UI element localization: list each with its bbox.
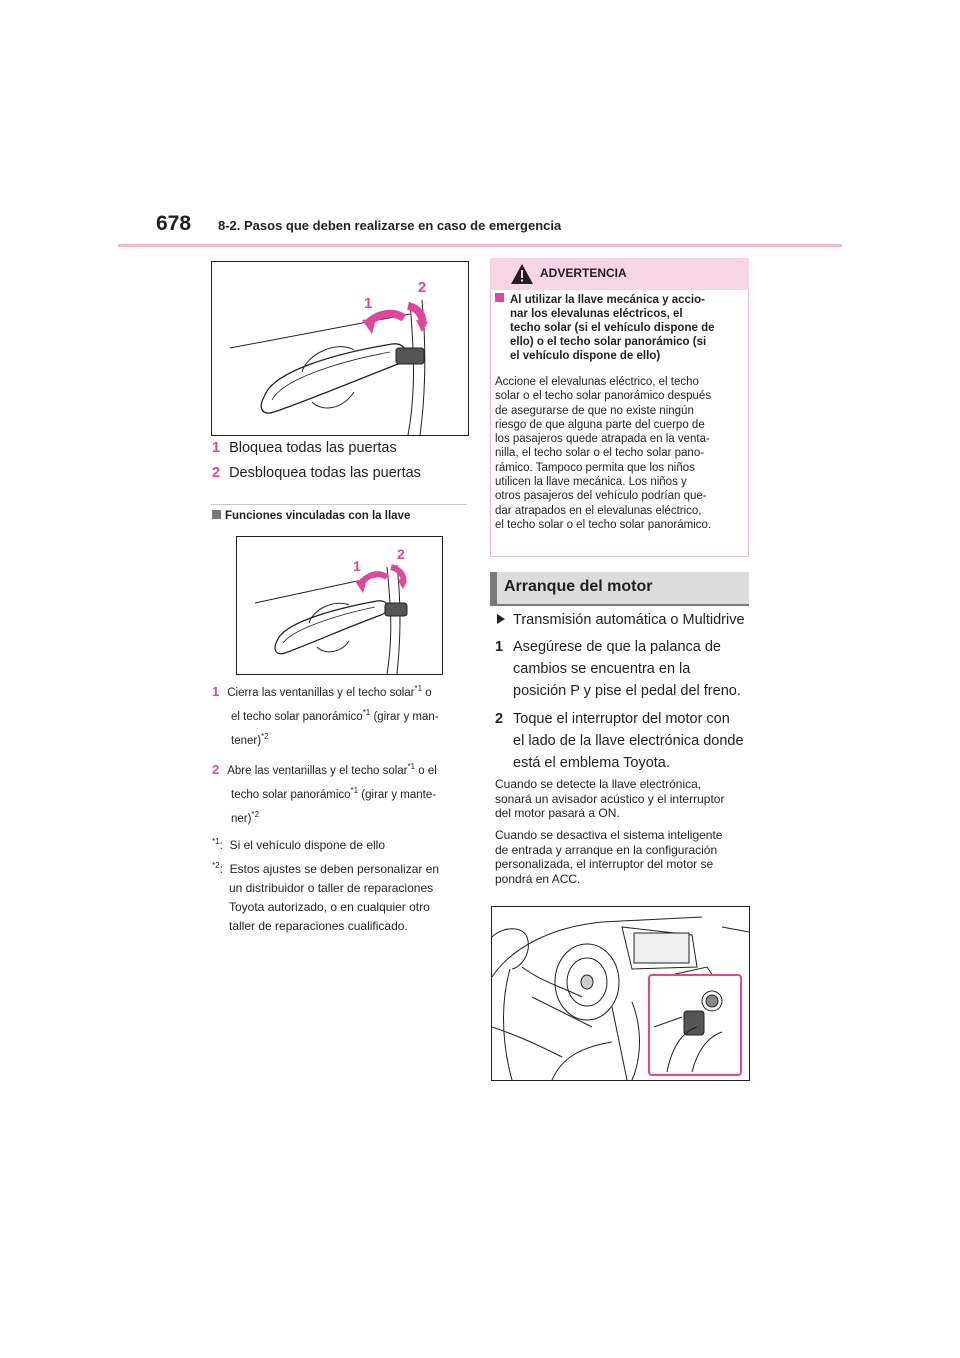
step-number: 2: [212, 465, 221, 481]
section-title: 8-2. Pasos que deben realizarse en caso de emergencia: [218, 218, 562, 233]
step-text: techo solar panorámico: [231, 789, 351, 801]
transmission-text: Transmisión automática o Multidrive: [513, 612, 745, 628]
step-text: Abre las ventanillas y el techo solar: [227, 765, 408, 777]
footnote-text: Toyota autorizado, o en cualquier otro: [229, 900, 430, 914]
triangle-bullet-icon: [497, 614, 505, 624]
footnote-mark: *2: [212, 861, 220, 870]
footnote-ref: *1: [350, 786, 359, 796]
header-rule: [118, 244, 842, 247]
warning-triangle-icon: [510, 263, 534, 285]
transmission-item: [495, 612, 745, 628]
footnote-text: un distribuidor o taller de reparaciones: [229, 881, 434, 895]
footnote-text: Estos ajustes se deben personalizar en: [229, 862, 440, 876]
door-handle-figure-2: [236, 536, 443, 675]
footnote-2: $^{*2}$: Estos ajustes se deben personalizar en un distribuidor o taller de reparaciones Toyota autorizado, o en cualquier otro taller de reparaciones cualificado.: [212, 860, 472, 936]
step-text: ner): [231, 813, 252, 825]
figure2-callout-2: 2: [397, 546, 405, 562]
figure2-callout-1: 1: [353, 558, 361, 574]
footnote-ref: *1: [414, 684, 423, 694]
step-text: Desbloquea todas las puertas: [229, 465, 421, 481]
footnote-text: Si el vehículo dispone de ello: [229, 838, 386, 852]
step-number: 2: [212, 762, 220, 777]
footnote-ref: *2: [261, 732, 269, 742]
open-windows-step: [212, 758, 472, 831]
footnote-ref: *2: [251, 810, 260, 820]
warning-header: [490, 258, 749, 290]
step-text: Toque el interruptor del motor con el lado de la llave electrónica donde está el emblema Toyota.: [513, 711, 744, 771]
page-number: 678: [156, 212, 192, 235]
engine-note-2: Cuando se desactiva el sistema inteligente de entrada y arranque en la configuración personalizada, el interruptor del motor se pondrá en ACC.: [495, 828, 723, 886]
step-text: el techo solar panorámico: [231, 711, 363, 723]
step-number: 2: [495, 711, 504, 727]
step-text: (girar y man-: [370, 711, 439, 723]
door-handle-figure-1: [211, 261, 469, 436]
warning-text: Accione el elevalunas eléctrico, el techo solar o el techo solar panorámico después de asegurarse de que no existe ningún riesgo de que alguna parte del cuerpo de los pasajeros quede atrapada en la venta- nilla, el techo solar o el techo solar pano- rámico. Tampoco permita que los niños utilicen la llave mecánica. Los niños y otros pasajeros del vehículo podrían que- dar atrapados en el elevalunas eléctrico, el techo solar o el techo solar panorámico.: [495, 376, 712, 531]
subsection-heading: [212, 510, 410, 522]
unlock-step: [212, 465, 421, 481]
footnote-text: taller de reparaciones cualificado.: [229, 919, 408, 933]
figure1-callout-2: 2: [418, 279, 427, 296]
engine-note-1: Cuando se detecte la llave electrónica, sonará un avisador acústico y el interruptor del motor pasará a ON.: [495, 777, 725, 820]
step-number: 1: [212, 684, 220, 699]
subsection-title: Funciones vinculadas con la llave: [225, 510, 411, 522]
step-text: (girar y mante-: [358, 789, 437, 801]
section-bar-underline: [490, 604, 749, 606]
step-text: Asegúrese de que la palanca de cambios se encuentra en la posición P y pise el pedal del freno.: [513, 639, 741, 699]
warning-body: [490, 290, 749, 557]
footnote-mark: *1: [212, 837, 220, 846]
warning-heading: Al utilizar la llave mecánica y accio- nar los elevalunas eléctricos, el techo solar (si el vehículo dispone de ello) o el techo solar panorámico (si el vehículo dispone de ello): [495, 293, 745, 363]
square-bullet-icon: [212, 510, 221, 519]
engine-start-figure: [491, 906, 750, 1081]
step-text: tener): [231, 735, 262, 747]
step-text: o el: [415, 765, 437, 777]
engine-step-1: [495, 636, 750, 702]
divider: [211, 504, 467, 505]
section-bar-accent: [490, 572, 497, 604]
engine-step-2: [495, 708, 750, 774]
figure1-callout-1: 1: [364, 295, 373, 312]
engine-section-title: Arranque del motor: [504, 578, 653, 595]
step-number: 1: [212, 440, 221, 456]
square-bullet-icon: [495, 293, 504, 302]
warning-title: ADVERTENCIA: [540, 266, 627, 280]
close-windows-step: [212, 680, 472, 753]
step-number: 1: [495, 639, 504, 655]
footnote-1: $^{*1}$: Si el vehículo dispone de ello: [212, 837, 386, 852]
step-text: Cierra las ventanillas y el techo solar: [227, 687, 415, 699]
lock-step: [212, 440, 397, 456]
footnote-ref: *1: [407, 762, 416, 772]
step-text: o: [422, 687, 432, 699]
footnote-ref: *1: [362, 708, 371, 718]
engine-section-bar: [490, 572, 749, 604]
step-text: Bloquea todas las puertas: [229, 440, 397, 456]
